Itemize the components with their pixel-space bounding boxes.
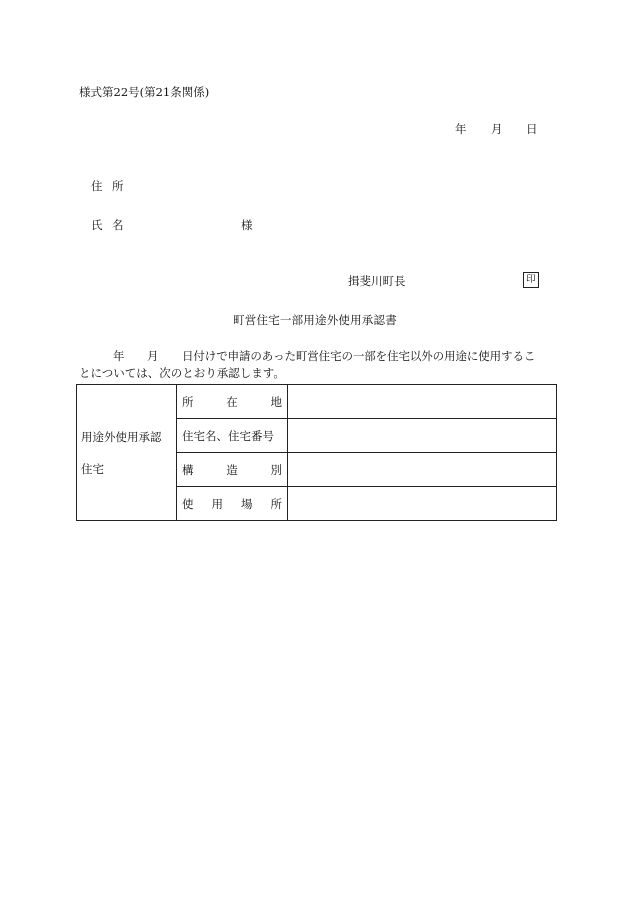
body-month-label: 月: [147, 349, 159, 363]
seal-mark: 印: [523, 272, 539, 288]
body-year-label: 年: [113, 349, 125, 363]
label-char: 在: [226, 394, 238, 409]
value-house-name[interactable]: [288, 419, 557, 453]
address-label-char: 住: [91, 179, 103, 193]
issuer-name: 揖斐川町長: [348, 274, 406, 288]
item-label-use-place: [177, 487, 288, 521]
body-text-1: 日付けで申請のあった町営住宅の一部を住宅以外の用途に使用するこ: [182, 349, 536, 363]
item-label-location: [177, 385, 288, 419]
item-label-house-name: [177, 419, 288, 453]
label-text: 住宅名、住宅番号: [182, 428, 274, 443]
label-char: 構: [182, 462, 194, 477]
date-month-label: 月: [491, 122, 503, 136]
value-location[interactable]: [288, 385, 557, 419]
label-char: 場: [241, 496, 253, 511]
name-label-char: 名: [112, 218, 124, 232]
body-text-2: とについては、次のとおり承認します。: [79, 366, 285, 380]
subject-line-1: 用途外使用承認: [81, 429, 162, 444]
subject-line-2: 住宅: [81, 461, 104, 476]
name-honorific: 様: [241, 218, 253, 232]
body-line-1: [79, 349, 559, 363]
label-char: 用: [211, 496, 223, 511]
label-char: 所: [270, 496, 282, 511]
label-char: 造: [226, 462, 238, 477]
value-structure[interactable]: [288, 453, 557, 487]
address-label-char: 所: [112, 179, 124, 193]
form-number: 様式第22号(第21条関係): [79, 85, 210, 99]
date-day-label: 日: [526, 122, 538, 136]
table-row: [77, 385, 557, 419]
approval-table: [76, 384, 557, 521]
label-char: 所: [182, 394, 194, 409]
item-label-structure: [177, 453, 288, 487]
name-row: [91, 218, 261, 232]
label-char: 別: [270, 462, 282, 477]
label-char: 使: [182, 496, 194, 511]
name-label-char: 氏: [91, 218, 103, 232]
label-char: 地: [270, 394, 282, 409]
value-use-place[interactable]: [288, 487, 557, 521]
date-line: [455, 122, 545, 136]
subject-cell: [77, 385, 177, 521]
document-title: 町営住宅一部用途外使用承認書: [233, 313, 397, 327]
date-year-label: 年: [455, 122, 467, 136]
